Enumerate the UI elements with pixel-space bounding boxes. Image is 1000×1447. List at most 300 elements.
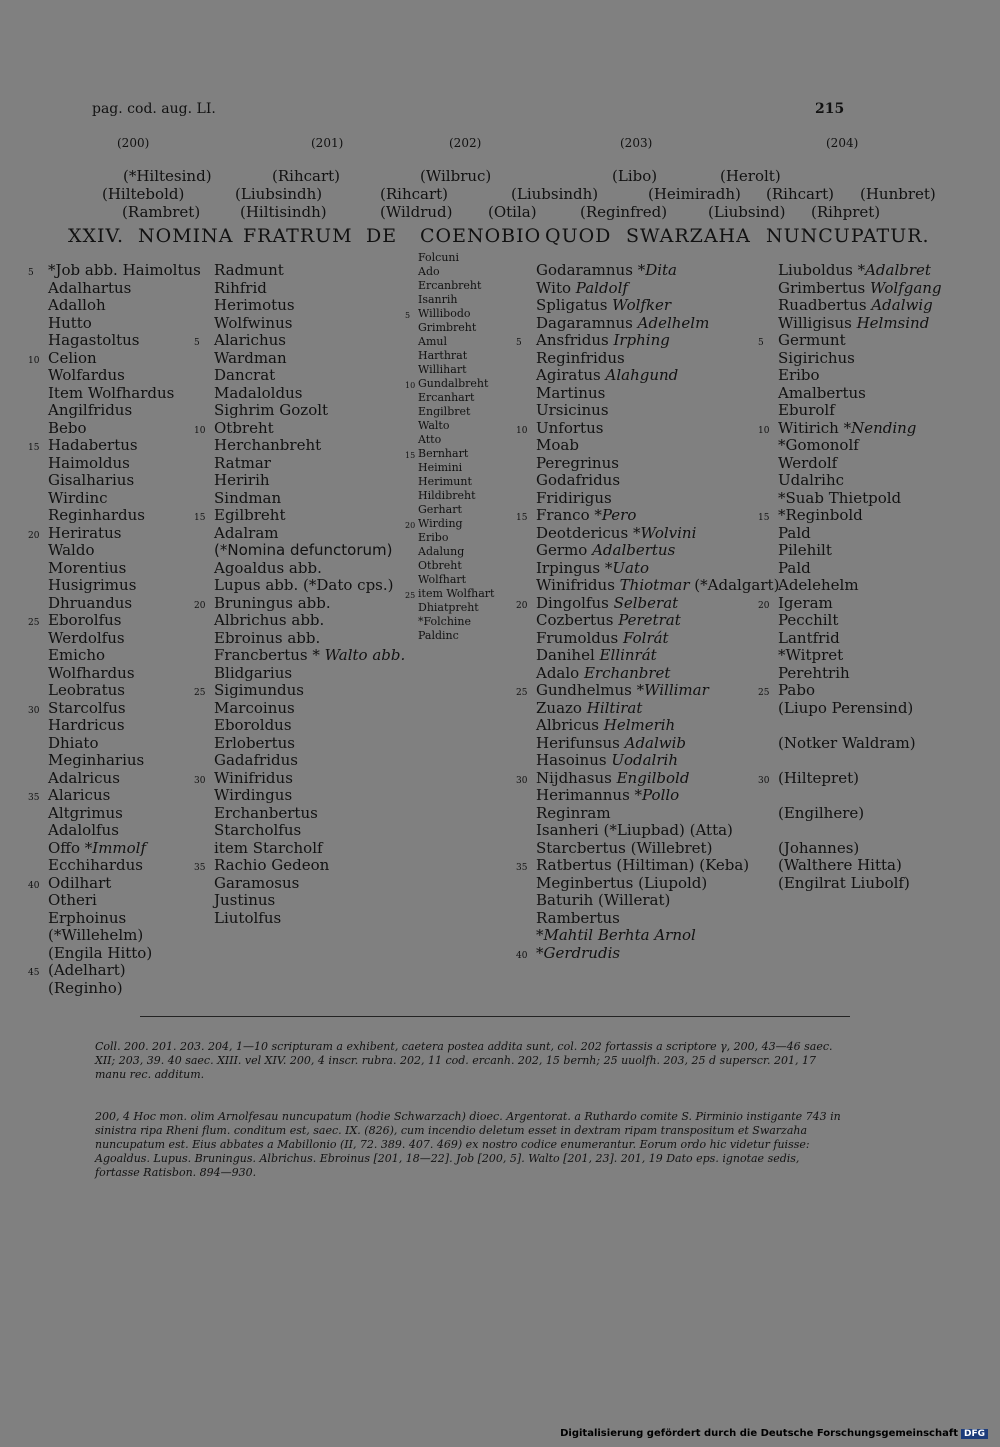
annotation: Erchanbret — [583, 663, 671, 682]
name-text: Herimannus — [536, 786, 635, 804]
list-item — [778, 315, 942, 333]
list-item — [778, 455, 942, 473]
list-item — [536, 280, 779, 298]
list-item — [418, 601, 494, 615]
name-text: Hardricus — [48, 716, 125, 734]
name-text: Alaricus — [48, 786, 111, 804]
name-text: Wirding — [418, 517, 463, 530]
line-number: 10 — [516, 425, 528, 436]
line-number: 15 — [405, 451, 416, 460]
funding-footer — [560, 1428, 988, 1439]
list-item — [48, 805, 201, 823]
list-item — [778, 822, 942, 840]
name-text: Isanrih — [418, 293, 458, 306]
name-text: Adalung — [418, 545, 465, 558]
list-item — [214, 840, 405, 858]
top-name: (Hiltebold) — [102, 185, 185, 203]
name-text: Adalloh — [48, 296, 106, 314]
list-item — [48, 647, 201, 665]
list-item — [194, 418, 405, 438]
list-item — [536, 700, 779, 718]
list-item — [28, 698, 201, 718]
list-item — [418, 433, 494, 447]
name-text: Germunt — [778, 331, 846, 349]
list-item — [214, 700, 405, 718]
list-item — [778, 857, 942, 875]
line-number: 5 — [516, 338, 522, 348]
name-text: (Engila Hitto) — [48, 943, 153, 962]
name-text: Amalbertus — [778, 383, 866, 402]
name-text: Gundhelmus — [536, 681, 637, 699]
name-text: Ratbertus (Hiltiman) (Keba) — [536, 856, 750, 874]
name-text: Adalhartus — [48, 278, 132, 297]
name-text: Godafridus — [536, 471, 621, 489]
annotation: Adelhelm — [637, 313, 710, 332]
line-number: 40 — [516, 950, 528, 961]
list-item — [418, 489, 494, 503]
commentary-notes: 200, 4 Hoc mon. olim Arnolfesau nuncupatum (hodie Schwarzach) dioec. Argentorat. a Ruthardo comite S. Pirminio instigante 743 in sinistra ripa Rheni flum. conditum est, saec. IX. (826), cum incendio deletum esset in dextram ripam transpositum et Swarzaha nuncupatum est. Eius abbates a Mabillonio (II, 72. 389. 407. 469) ex nostro codice enumerantur. Eorum ordo hic videtur fuisse: Agoaldus. Lupus. Bruningus. Albrichus. Ebroinus [201, 18—22]. Job [200, 5]. Walto [201, 23]. 201, 19 Dato eps. ignotae sedis, fortasse Ratisbon. 894—930. — [95, 1110, 841, 1179]
list-item — [48, 682, 201, 700]
name-text: Morentius — [48, 558, 127, 577]
line-number: 40 — [28, 880, 40, 891]
list-item — [418, 265, 494, 279]
name-text: Hagastoltus — [48, 331, 140, 349]
list-item — [778, 577, 942, 595]
line-number: 30 — [516, 775, 528, 786]
annotation: Engilbold — [616, 768, 690, 787]
name-text: Eborolfus — [48, 611, 122, 629]
name-text: Waldo — [48, 541, 95, 559]
name-text: Heimini — [418, 461, 463, 474]
name-text: Engilbret — [418, 405, 471, 418]
list-item — [778, 490, 942, 508]
name-text: Moab — [536, 436, 579, 454]
list-item — [28, 348, 201, 368]
name-text: Ursicinus — [536, 401, 609, 419]
list-item — [214, 717, 405, 735]
name-text: Witirich — [778, 418, 844, 437]
name-text: *Reginbold — [778, 506, 863, 524]
annotation: Folrát — [623, 628, 669, 647]
list-item — [48, 402, 201, 420]
line-number: 10 — [28, 355, 40, 366]
name-text: Adalram — [214, 523, 279, 542]
list-item — [536, 735, 779, 753]
name-text: Blidgarius — [214, 663, 293, 682]
col-number: (203) — [620, 136, 653, 150]
list-item — [758, 768, 942, 788]
name-text: Celion — [48, 348, 97, 367]
name-text: Lupus abb. (*Dato cps.) — [214, 576, 394, 594]
name-text: Dhruandus — [48, 593, 133, 612]
name-text: *Folchine — [418, 615, 472, 628]
name-text: Rihfrid — [214, 278, 267, 297]
name-text: Herimotus — [214, 296, 295, 314]
col-number: (204) — [826, 136, 859, 150]
name-text: Ebroinus abb. — [214, 628, 321, 647]
name-text: Pabo — [778, 681, 815, 699]
name-text: Willihart — [418, 363, 467, 376]
list-item — [214, 630, 405, 648]
column-202 — [405, 251, 495, 643]
name-text: Adalo — [536, 663, 584, 682]
name-text: Rambertus — [536, 908, 620, 927]
name-text: Winifridus — [214, 768, 293, 787]
list-item — [48, 472, 201, 490]
list-item — [536, 525, 779, 543]
list-item — [48, 927, 201, 945]
name-text: Paldinc — [418, 629, 459, 642]
name-text: Husigrimus — [48, 576, 137, 594]
name-text: item Wolfhart — [418, 587, 495, 600]
name-text: Irpingus — [536, 558, 605, 577]
list-item — [778, 805, 942, 823]
name-text: Adelehelm — [778, 576, 859, 594]
col-number: (202) — [449, 136, 482, 150]
name-text: Udalrihc — [778, 471, 845, 489]
line-number: 10 — [405, 381, 416, 390]
name-text: Adalolfus — [48, 821, 119, 839]
name-text: Baturih (Willerat) — [536, 891, 671, 909]
name-text: Zuazo — [536, 698, 587, 717]
name-text: Erlobertus — [214, 733, 295, 752]
name-text: Dingolfus — [536, 593, 614, 612]
name-text: (*Adalgart) — [689, 576, 780, 594]
name-text: Albrichus abb. — [214, 611, 325, 629]
footnote-rule — [140, 1016, 850, 1017]
list-item — [418, 559, 494, 573]
annotation: *Pollo — [634, 786, 680, 804]
name-text: Pald — [778, 523, 811, 542]
name-text: Madaloldus — [214, 383, 303, 402]
line-number: 25 — [405, 591, 416, 600]
name-text: Otheri — [48, 891, 97, 909]
name-text: item Starcholf — [214, 838, 323, 857]
name-text: Werdolfus — [48, 628, 125, 647]
list-item — [536, 560, 779, 578]
name-text: Otbreht — [214, 418, 274, 437]
name-text: Hasoinus — [536, 751, 612, 769]
running-header: pag. cod. aug. LI. — [92, 101, 216, 117]
title-word: NOMINA — [138, 225, 234, 247]
name-text: Ercanhart — [418, 391, 475, 404]
list-item — [778, 350, 942, 368]
list-item — [536, 437, 779, 455]
list-item — [214, 455, 405, 473]
list-item — [536, 630, 779, 648]
name-text: Starcholfus — [214, 821, 302, 839]
name-text: Rachio Gedeon — [214, 856, 330, 874]
list-item — [418, 391, 494, 405]
annotation: *Adalbret — [857, 261, 931, 279]
list-item — [758, 331, 942, 350]
name-text: Gisalharius — [48, 471, 135, 489]
name-text: Sigimundus — [214, 681, 304, 699]
name-text: (Adelhart) — [48, 961, 126, 979]
line-number: 20 — [516, 600, 528, 611]
line-number: 20 — [194, 600, 206, 611]
name-text: Leobratus — [48, 681, 125, 699]
list-item — [418, 321, 494, 335]
list-item — [536, 455, 779, 473]
list-item — [758, 418, 942, 438]
list-item — [418, 545, 494, 559]
list-item — [28, 523, 201, 543]
list-item — [778, 280, 942, 298]
name-text: Gadafridus — [214, 751, 298, 769]
annotation: *Wolvini — [632, 523, 697, 542]
name-text: Walto — [418, 419, 450, 432]
list-item — [536, 262, 779, 280]
list-item — [516, 506, 779, 525]
top-name: (Otila) — [488, 203, 537, 221]
name-text: Wolfwinus — [214, 313, 293, 332]
list-item — [418, 335, 494, 349]
name-text: Eribo — [778, 366, 820, 384]
name-text: (*Nomina defunctorum) — [214, 541, 393, 559]
name-text: Frumoldus — [536, 628, 624, 647]
name-text: Atto — [418, 433, 442, 446]
list-item — [516, 418, 779, 438]
top-name: (Libo) — [612, 167, 658, 185]
name-text: Wardman — [214, 348, 287, 367]
list-item — [48, 455, 201, 473]
line-number: 30 — [194, 775, 206, 786]
list-item — [214, 367, 405, 385]
list-item — [48, 857, 201, 875]
list-item — [516, 943, 779, 963]
name-text: Altgrimus — [48, 803, 123, 822]
line-number: 25 — [516, 688, 528, 698]
name-text: Agiratus — [536, 366, 606, 384]
list-item — [214, 350, 405, 368]
name-text: Alarichus — [214, 331, 286, 349]
name-text: Sindman — [214, 488, 282, 507]
name-text: Heririh — [214, 471, 270, 489]
name-text: Radmunt — [214, 261, 284, 279]
footer-text: Digitalisierung gefördert durch die Deutsche Forschungsgemeinschaft — [560, 1428, 958, 1439]
list-item — [48, 542, 201, 560]
column-201 — [194, 261, 406, 927]
list-item — [405, 587, 495, 601]
list-item — [405, 377, 494, 391]
list-item — [778, 717, 942, 735]
annotation: Alahgund — [605, 366, 679, 384]
line-number: 5 — [758, 338, 764, 348]
list-item — [516, 681, 779, 700]
name-text: Willigisus — [778, 313, 857, 332]
name-text: Gundalbreht — [418, 377, 489, 390]
list-item — [536, 647, 779, 665]
list-item — [214, 805, 405, 823]
list-item — [536, 350, 779, 368]
list-item — [194, 593, 405, 613]
name-text: Hildibreht — [418, 489, 476, 502]
line-number: 20 — [28, 530, 40, 541]
name-text: Grimbertus — [778, 278, 870, 297]
list-item — [536, 892, 779, 910]
list-item — [48, 332, 201, 350]
line-number: 20 — [758, 600, 770, 611]
annotation: *Dita — [637, 261, 677, 279]
line-number: 45 — [28, 968, 40, 978]
name-text: (Reginho) — [48, 978, 123, 997]
name-text: Wito — [536, 278, 576, 297]
name-text: Erphoinus — [48, 908, 127, 927]
list-item — [48, 297, 201, 315]
line-number: 30 — [28, 705, 40, 716]
list-item — [516, 768, 779, 788]
list-item — [536, 612, 779, 630]
list-item — [778, 402, 942, 420]
top-name: (Heimiradh) — [648, 185, 741, 203]
list-item — [48, 980, 201, 998]
name-text: Erchanbertus — [214, 803, 318, 822]
annotation: Irphing — [613, 331, 670, 349]
name-text: Sigirichus — [778, 348, 855, 367]
annotation: Hiltirat — [586, 698, 643, 717]
list-item — [214, 875, 405, 893]
top-name: (Herolt) — [720, 167, 781, 185]
name-text: Hadabertus — [48, 436, 138, 454]
title-word: DE — [366, 225, 398, 247]
list-item — [28, 611, 201, 630]
name-text: Francbertus — [214, 646, 308, 664]
name-text: Heriratus — [48, 523, 122, 542]
list-item — [418, 573, 494, 587]
list-item — [418, 615, 494, 629]
line-number: 15 — [758, 513, 770, 523]
list-item — [48, 630, 201, 648]
annotation: *Mahtil Berhta Arnol — [536, 926, 696, 944]
name-text: Dhiatpreht — [418, 601, 479, 614]
list-item — [28, 786, 201, 805]
list-item — [418, 251, 494, 265]
line-number: 20 — [405, 521, 416, 530]
list-item — [214, 560, 405, 578]
list-item — [536, 490, 779, 508]
list-item — [778, 262, 942, 280]
name-text: Franco — [536, 506, 595, 524]
list-item — [418, 405, 494, 419]
name-text: Pald — [778, 558, 811, 577]
name-text: Haimoldus — [48, 453, 130, 472]
list-item — [516, 856, 779, 875]
name-text: Igeram — [778, 593, 833, 612]
list-item — [778, 752, 942, 770]
annotation: Wolfker — [612, 296, 672, 314]
name-text: Liuboldus — [778, 261, 858, 279]
list-item — [536, 367, 779, 385]
list-item — [418, 629, 494, 643]
top-name: (Rihcart) — [380, 185, 448, 203]
annotation: *Immolf — [84, 838, 147, 857]
list-item — [214, 735, 405, 753]
name-text: Dhiato — [48, 733, 99, 752]
name-text: Eboroldus — [214, 716, 292, 734]
list-item — [778, 472, 942, 490]
name-text: Dancrat — [214, 366, 276, 384]
name-text: Odilhart — [48, 873, 112, 892]
name-text: Godaramnus — [536, 261, 638, 279]
line-number: 35 — [194, 863, 206, 873]
name-text: Herchanbreht — [214, 436, 322, 454]
list-item — [214, 490, 405, 508]
name-text: Cozbertus — [536, 611, 619, 629]
name-text: Offo — [48, 838, 80, 857]
name-text: Harthrat — [418, 349, 468, 362]
annotation: *Uato — [604, 558, 650, 577]
annotation: Peretrat — [618, 611, 681, 629]
apparatus-notes: Coll. 200. 201. 203. 204, 1—10 scripturam a exhibent, caetera postea addita sunt, col. 202 fortassis a scriptore γ, 200, 43—46 saec. XII; 203, 39. 40 saec. XIII. vel XIV. 200, 4 inscr. rubra. 202, 11 cod. ercanh. 202, 15 bernh; 25 uuolfh. 203, 25 d superscr. 201, 17 manu rec. additum. — [95, 1040, 833, 1081]
name-text: Ansfridus — [536, 331, 614, 349]
list-item — [48, 420, 201, 438]
line-number: 35 — [28, 793, 40, 803]
list-item — [214, 665, 405, 683]
name-text: Gerhart — [418, 503, 462, 516]
list-item — [214, 315, 405, 333]
list-item — [418, 293, 494, 307]
list-item — [536, 402, 779, 420]
list-item — [214, 822, 405, 840]
name-text: Wolfhardus — [48, 663, 135, 682]
column-200 — [28, 261, 201, 997]
name-text: Reginram — [536, 803, 611, 822]
name-text: Peregrinus — [536, 453, 619, 472]
name-text: Isanheri (*Liupbad) (Atta) — [536, 821, 733, 839]
list-item — [214, 612, 405, 630]
name-text: Amul — [418, 335, 447, 348]
col-number: (201) — [311, 136, 344, 150]
column-203 — [516, 261, 780, 962]
list-item — [28, 873, 201, 893]
line-number: 10 — [758, 425, 770, 436]
line-number: 15 — [28, 443, 40, 453]
list-item — [778, 875, 942, 893]
list-item — [418, 475, 494, 489]
list-item — [536, 822, 779, 840]
list-item — [48, 490, 201, 508]
list-item — [536, 542, 779, 560]
name-text: Reginfridus — [536, 348, 625, 367]
list-item — [778, 700, 942, 718]
line-number: 15 — [516, 513, 528, 523]
name-text: Willibodo — [418, 307, 471, 320]
list-item — [418, 279, 494, 293]
annotation: * Walto abb. — [312, 646, 406, 664]
name-text: Starcolfus — [48, 698, 126, 717]
name-text: Emicho — [48, 646, 106, 664]
name-text: (Engilhere) — [778, 803, 865, 822]
list-item — [28, 436, 201, 455]
list-item — [194, 681, 405, 700]
list-item — [214, 297, 405, 315]
list-item — [516, 331, 779, 350]
name-text: Bruningus abb. — [214, 593, 331, 612]
line-number: 10 — [194, 425, 206, 436]
list-item — [214, 542, 405, 560]
list-item — [214, 647, 405, 665]
name-text: Bebo — [48, 418, 87, 437]
annotation: Ellinrát — [599, 646, 657, 664]
name-text: Bernhart — [418, 447, 469, 460]
name-text: Unfortus — [536, 418, 604, 437]
name-text: Pilehilt — [778, 541, 832, 559]
list-item — [778, 735, 942, 753]
name-text: (Liupo Perensind) — [778, 698, 914, 717]
list-item — [536, 385, 779, 403]
line-number: 5 — [28, 268, 34, 278]
